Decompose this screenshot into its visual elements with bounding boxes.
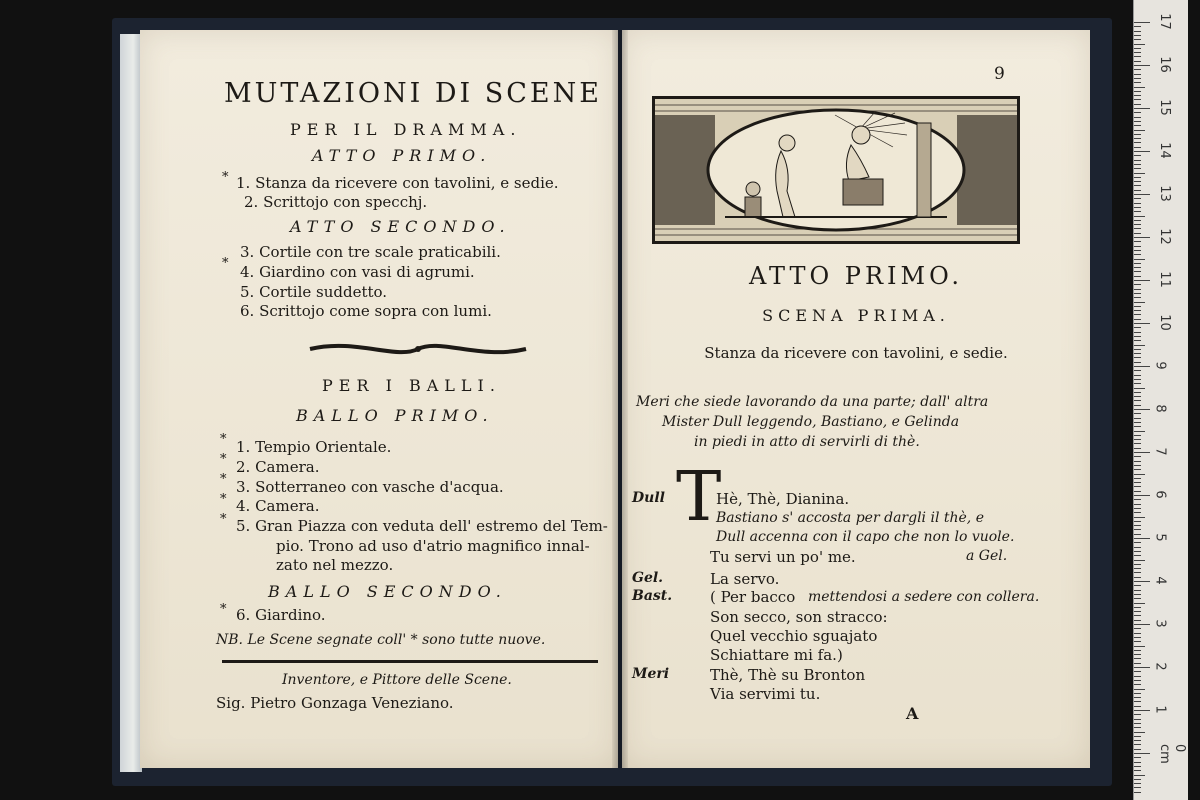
ruler-tick [1134, 254, 1141, 255]
act2-item-5: 5. Cortile suddetto. [240, 283, 388, 301]
ruler-tick [1134, 504, 1141, 505]
ruler-number: 14 [1156, 142, 1172, 159]
ruler-tick [1134, 658, 1141, 659]
ruler-tick [1134, 31, 1141, 32]
ruler-tick [1134, 422, 1141, 423]
ruler-tick [1134, 607, 1141, 608]
ruler-tick [1134, 637, 1141, 638]
ruler-tick [1134, 409, 1150, 410]
ruler-tick [1134, 628, 1141, 629]
asterisk-mark: * [220, 602, 227, 617]
ruler-tick [1134, 121, 1141, 122]
ruler-tick [1134, 757, 1141, 758]
ruler-tick [1134, 701, 1141, 702]
ruler-number: 5 [1152, 533, 1168, 542]
ruler-tick [1134, 61, 1141, 62]
ballo1-heading: BALLO PRIMO. [296, 406, 494, 425]
ruler-tick [1134, 744, 1141, 745]
ruler-tick [1134, 224, 1141, 225]
ruler-tick [1134, 138, 1141, 139]
ruler-tick [1134, 517, 1145, 518]
ruler-number: 17 [1156, 13, 1172, 30]
ruler-tick [1134, 710, 1150, 711]
ruler-tick [1134, 82, 1141, 83]
ruler-tick [1134, 99, 1141, 100]
ruler-tick [1134, 327, 1141, 328]
ruler-tick [1134, 448, 1141, 449]
ruler-tick [1134, 396, 1141, 397]
ruler-tick [1134, 35, 1141, 36]
ruler-tick [1134, 267, 1141, 268]
ruler-tick [1134, 284, 1141, 285]
ruler-tick [1134, 650, 1141, 651]
ruler-tick [1134, 142, 1141, 143]
ruler-tick [1134, 185, 1141, 186]
act1-item-1: 1. Stanza da ricevere con tavolini, e sedie. [236, 174, 559, 192]
ruler-tick [1134, 469, 1141, 470]
ruler-tick [1134, 332, 1141, 333]
ruler-tick [1134, 787, 1141, 788]
ruler-tick [1134, 160, 1141, 161]
ruler-number: 4 [1152, 576, 1168, 585]
subtitle-drama: PER IL DRAMMA. [290, 120, 522, 139]
ruler-tick [1134, 461, 1141, 462]
ruler-tick [1134, 633, 1141, 634]
catchword: A [906, 704, 919, 723]
ballo1-item-5-cont2: zato nel mezzo. [276, 556, 394, 574]
ruler-tick [1134, 572, 1141, 573]
ruler-tick [1134, 770, 1141, 771]
ruler-number: 2 [1152, 662, 1168, 671]
ruler-tick [1134, 418, 1141, 419]
ruler-tick [1134, 108, 1150, 109]
ruler-tick [1134, 577, 1141, 578]
ruler-tick [1134, 26, 1141, 27]
scene-setting: Stanza da ricevere con tavolini, e sedie. [704, 344, 1008, 362]
ruler-tick [1134, 542, 1141, 543]
ruler-tick [1134, 168, 1141, 169]
ruler-tick [1134, 289, 1141, 290]
ruler-tick [1134, 357, 1141, 358]
ballo2-heading: BALLO SECONDO. [268, 582, 507, 601]
ruler-tick [1134, 155, 1141, 156]
ruler-tick [1134, 615, 1141, 616]
ruler-tick [1134, 585, 1141, 586]
page-edges [120, 34, 142, 772]
ruler-tick [1134, 319, 1141, 320]
ruler-tick [1134, 762, 1141, 763]
ruler-tick [1134, 439, 1141, 440]
dull-direction-1: Bastiano s' accosta per dargli il thè, e [716, 510, 984, 526]
ruler-tick [1134, 91, 1141, 92]
ruler-tick [1134, 147, 1141, 148]
ruler-tick [1134, 383, 1141, 384]
left-page [140, 30, 618, 768]
ruler-tick [1134, 388, 1145, 389]
ruler-tick [1134, 349, 1141, 350]
asterisk-mark: * [220, 452, 227, 467]
ruler-tick [1134, 207, 1141, 208]
ruler-tick [1134, 250, 1141, 251]
ruler-tick [1134, 534, 1141, 535]
speaker-gelinda: Gel. [632, 570, 664, 586]
ruler-tick [1134, 465, 1141, 466]
dull-aside: a Gel. [966, 548, 1008, 564]
ruler-tick [1134, 48, 1141, 49]
dull-line-1: Hè, Thè, Dianina. [716, 490, 850, 508]
act2-item-3: 3. Cortile con tre scale praticabili. [240, 243, 501, 261]
meri-line-1: Thè, Thè su Bronton [710, 666, 866, 684]
stage-direction-line2: Mister Dull leggendo, Bastiano, e Gelinda [662, 414, 960, 430]
ruler-number: 0 cm [1157, 744, 1187, 764]
ruler-tick [1134, 474, 1145, 475]
ruler-number: 10 [1156, 314, 1172, 331]
act2-item-4: 4. Giardino con vasi di agrumi. [240, 263, 475, 281]
ruler-tick [1134, 689, 1145, 690]
nb-note: NB. Le Scene segnate coll' * sono tutte nuove. [216, 632, 546, 648]
ruler-tick [1134, 529, 1141, 530]
ruler-tick [1134, 521, 1141, 522]
ruler-tick [1134, 495, 1150, 496]
ruler-tick [1134, 198, 1141, 199]
gel-line: La servo. [710, 570, 780, 588]
dull-line-2: Tu servi un po' me. [710, 548, 856, 566]
act2-item-6: 6. Scrittojo come sopra con lumi. [240, 302, 492, 320]
ruler-tick [1134, 568, 1141, 569]
ballo1-item-4: 4. Camera. [236, 497, 320, 515]
ruler-tick [1134, 478, 1141, 479]
ruler-tick [1134, 671, 1141, 672]
ruler-tick [1134, 663, 1141, 664]
ruler-tick [1134, 194, 1150, 195]
ruler-tick [1134, 44, 1145, 45]
ruler-tick [1134, 431, 1145, 432]
ruler-tick [1134, 560, 1145, 561]
ruler-tick [1134, 551, 1141, 552]
ruler-tick [1134, 598, 1141, 599]
ballo1-item-3: 3. Sotterraneo con vasche d'acqua. [236, 478, 504, 496]
ruler-tick [1134, 667, 1150, 668]
ruler-tick [1134, 736, 1141, 737]
ruler-tick [1134, 117, 1141, 118]
ruler-tick [1134, 435, 1141, 436]
ruler-tick [1134, 581, 1150, 582]
ruler-tick [1134, 241, 1141, 242]
act2-heading: ATTO SECONDO. [290, 217, 511, 236]
ruler-tick [1134, 611, 1141, 612]
bast-direction: mettendosi a sedere con collera. [808, 589, 1040, 605]
ruler-number: 13 [1156, 185, 1172, 202]
asterisk-mark: * [220, 432, 227, 447]
ballo1-item-5-cont1: pio. Trono ad uso d'atrio magnifico innal- [276, 537, 590, 555]
ruler-tick [1134, 379, 1141, 380]
ruler-tick [1134, 779, 1141, 780]
ruler-tick [1134, 220, 1141, 221]
asterisk-mark: * [222, 170, 229, 185]
ruler-tick [1134, 259, 1145, 260]
ruler-number: 7 [1152, 447, 1168, 456]
scene-title: SCENA PRIMA. [762, 306, 950, 325]
ruler-tick [1134, 753, 1150, 754]
ruler-number: 8 [1152, 404, 1168, 413]
ruler-tick [1134, 727, 1141, 728]
balli-heading: PER I BALLI. [322, 376, 501, 395]
ruler-tick [1134, 499, 1141, 500]
ruler-tick [1134, 362, 1141, 363]
stage-direction-line1: Meri che siede lavorando da una parte; dall' altra [636, 394, 989, 410]
ruler-tick [1134, 306, 1141, 307]
ruler-tick [1134, 302, 1145, 303]
ruler-tick [1134, 366, 1150, 367]
ruler-tick [1134, 104, 1141, 105]
ruler-tick [1134, 538, 1150, 539]
ruler-tick [1134, 555, 1141, 556]
ruler-tick [1134, 164, 1141, 165]
ruler-tick [1134, 482, 1141, 483]
ruler-tick [1134, 508, 1141, 509]
speaker-meri: Meri [632, 666, 670, 682]
credit-label: Inventore, e Pittore delle Scene. [282, 672, 512, 688]
ruler-number: 3 [1152, 619, 1168, 628]
ruler-tick [1134, 125, 1141, 126]
ruler-tick [1134, 452, 1150, 453]
scene-changes-title: MUTAZIONI DI SCENE [224, 78, 602, 109]
ruler-tick [1134, 603, 1145, 604]
ruler-tick [1134, 641, 1141, 642]
bast-line-3: Quel vecchio sguajato [710, 627, 878, 645]
ruler-tick [1134, 323, 1150, 324]
ruler-tick [1134, 216, 1145, 217]
meri-line-2: Via servimi tu. [710, 685, 821, 703]
ruler-tick [1134, 280, 1150, 281]
ruler-tick [1134, 353, 1141, 354]
ruler-tick [1134, 486, 1141, 487]
rule-line [222, 660, 598, 663]
ruler-tick [1134, 375, 1141, 376]
ruler-tick [1134, 775, 1145, 776]
ruler-tick [1134, 594, 1141, 595]
ruler-tick [1134, 134, 1141, 135]
ruler-tick [1134, 392, 1141, 393]
act1-item-2: 2. Scrittojo con specchj. [244, 193, 428, 211]
ornament-divider [306, 336, 530, 362]
asterisk-mark: * [220, 472, 227, 487]
bast-line-1a: ( Per bacco [710, 588, 796, 606]
speaker-dull: Dull [632, 490, 665, 506]
ruler-tick [1134, 190, 1141, 191]
ruler-tick [1134, 276, 1141, 277]
ruler-tick [1134, 783, 1141, 784]
ruler-tick [1134, 314, 1141, 315]
right-page [622, 30, 1090, 768]
ruler-tick [1134, 65, 1150, 66]
ruler-tick [1134, 491, 1141, 492]
ruler-tick [1134, 732, 1145, 733]
woodcut-illustration [652, 96, 1020, 244]
ruler-tick [1134, 413, 1141, 414]
ruler-tick [1134, 340, 1141, 341]
page-number: 9 [994, 64, 1005, 84]
ruler-tick [1134, 547, 1141, 548]
ruler-tick [1134, 310, 1141, 311]
ruler-tick [1134, 237, 1150, 238]
ruler-tick [1134, 740, 1141, 741]
ruler-tick [1134, 792, 1141, 793]
ballo1-item-5: 5. Gran Piazza con veduta dell' estremo del Tem- [236, 517, 608, 535]
ruler-number: 12 [1156, 228, 1172, 245]
ruler-tick [1134, 624, 1150, 625]
ruler-tick [1134, 263, 1141, 264]
ruler-number: 9 [1152, 361, 1168, 370]
ruler-tick [1134, 271, 1141, 272]
ruler-tick [1134, 512, 1141, 513]
ruler-tick [1134, 370, 1141, 371]
ruler-tick [1134, 443, 1141, 444]
ruler-number: 11 [1156, 271, 1172, 288]
credit-name: Sig. Pietro Gonzaga Veneziano. [216, 694, 454, 712]
ruler-tick [1134, 680, 1141, 681]
ruler-tick [1134, 620, 1141, 621]
ruler-number: 1 [1152, 705, 1168, 714]
ruler-tick [1134, 693, 1141, 694]
drop-cap-letter: T [676, 458, 722, 537]
ruler-tick [1134, 52, 1141, 53]
ruler-number: 15 [1156, 99, 1172, 116]
ruler-tick [1134, 211, 1141, 212]
ruler-tick [1134, 684, 1141, 685]
ruler-tick [1134, 456, 1141, 457]
ruler-tick [1134, 426, 1141, 427]
ruler-tick [1134, 74, 1141, 75]
book-gutter [612, 30, 628, 768]
asterisk-mark: * [220, 512, 227, 527]
ballo1-item-1: 1. Tempio Orientale. [236, 438, 392, 456]
ruler-number: 6 [1152, 490, 1168, 499]
ruler-tick [1134, 78, 1141, 79]
ruler-tick [1134, 336, 1141, 337]
ruler-tick [1134, 525, 1141, 526]
ruler-tick [1134, 177, 1141, 178]
measurement-ruler [1133, 0, 1188, 800]
ruler-tick [1134, 345, 1145, 346]
ruler-tick [1134, 87, 1145, 88]
ruler-tick [1134, 228, 1141, 229]
ruler-tick [1134, 590, 1141, 591]
ruler-tick [1134, 130, 1145, 131]
ruler-tick [1134, 723, 1141, 724]
ruler-tick [1134, 749, 1141, 750]
ruler-tick [1134, 676, 1141, 677]
ruler-tick [1134, 95, 1141, 96]
ruler-tick [1134, 69, 1141, 70]
bast-line-2: Son secco, son stracco: [710, 608, 888, 626]
ruler-tick [1134, 646, 1145, 647]
ruler-tick [1134, 112, 1141, 113]
ruler-tick [1134, 297, 1141, 298]
ruler-tick [1134, 203, 1141, 204]
dull-direction-2: Dull accenna con il capo che non lo vuole. [716, 529, 1015, 545]
act1-heading: ATTO PRIMO. [312, 146, 492, 165]
act-title: ATTO PRIMO. [749, 262, 963, 290]
asterisk-mark: * [222, 256, 229, 271]
ruler-tick [1134, 151, 1150, 152]
ruler-tick [1134, 706, 1141, 707]
stage-direction-line3: in piedi in atto di servirli di thè. [694, 434, 920, 450]
ruler-tick [1134, 173, 1145, 174]
ruler-tick [1134, 233, 1141, 234]
ruler-tick [1134, 766, 1141, 767]
speaker-bastiano: Bast. [632, 588, 673, 604]
ruler-tick [1134, 181, 1141, 182]
ruler-tick [1134, 39, 1141, 40]
ruler-tick [1134, 719, 1141, 720]
ballo2-item-6: 6. Giardino. [236, 606, 326, 624]
ruler-tick [1134, 714, 1141, 715]
ruler-tick [1134, 22, 1150, 23]
ruler-tick [1134, 405, 1141, 406]
ruler-tick [1134, 56, 1141, 57]
ruler-tick [1134, 400, 1141, 401]
asterisk-mark: * [220, 492, 227, 507]
ruler-tick [1134, 293, 1141, 294]
bast-line-4: Schiattare mi fa.) [710, 646, 843, 664]
ballo1-item-2: 2. Camera. [236, 458, 320, 476]
ruler-tick [1134, 654, 1141, 655]
ruler-tick [1134, 246, 1141, 247]
ruler-tick [1134, 697, 1141, 698]
ruler-number: 16 [1156, 56, 1172, 73]
ruler-tick [1134, 564, 1141, 565]
